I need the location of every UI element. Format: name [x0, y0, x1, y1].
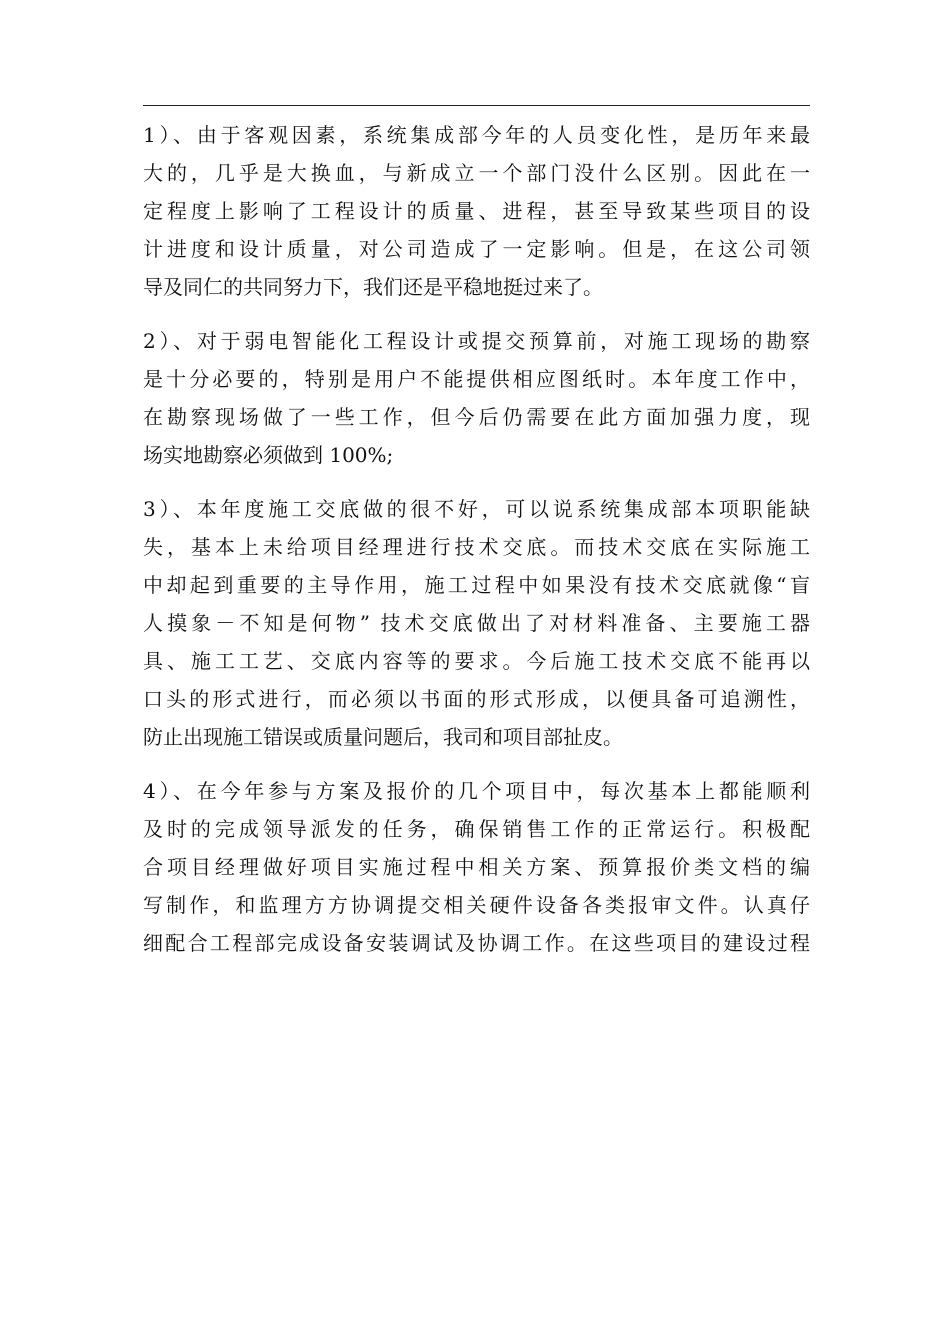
text-line: 写制作，和监理方方协调提交相关硬件设备各类报审文件。认真仔: [143, 893, 810, 917]
paragraph-4: [143, 772, 810, 962]
header-rule: [143, 105, 810, 106]
text-line: 失，基本上未给项目经理进行技术交底。而技术交底在实际施工: [143, 535, 810, 559]
paragraph-3: [143, 490, 810, 756]
text-line: 细配合工程部完成设备安装调试及协调工作。在这些项目的建设过程: [143, 931, 810, 955]
text-line: 2）、对于弱电智能化工程设计或提交预算前，对施工现场的勘察: [143, 329, 810, 353]
text-line: 3）、本年度施工交底做的很不好，可以说系统集成部本项职能缺: [143, 497, 810, 521]
text-line: 计进度和设计质量，对公司造成了一定影响。但是，在这公司领: [143, 237, 810, 261]
text-line: 人摸象－不知是何物” 技术交底做出了对材料准备、主要施工器: [143, 611, 810, 635]
document-body: [143, 116, 810, 978]
text-line: 1）、由于客观因素，系统集成部今年的人员变化性，是历年来最: [143, 123, 810, 147]
text-line: 场实地勘察必须做到 100%;: [143, 443, 394, 467]
text-line: 及时的完成领导派发的任务，确保销售工作的正常运行。积极配: [143, 817, 810, 841]
text-line: 合项目经理做好项目实施过程中相关方案、预算报价类文档的编: [143, 855, 810, 879]
text-line: 导及同仁的共同努力下，我们还是平稳地挺过来了。: [143, 275, 603, 299]
paragraph-2: [143, 322, 810, 474]
text-line: 口头的形式进行，而必须以书面的形式形成，以便具备可追溯性，: [143, 687, 810, 711]
text-line: 中却起到重要的主导作用，施工过程中如果没有技术交底就像“盲: [143, 573, 810, 597]
text-line: 具、施工工艺、交底内容等的要求。今后施工技术交底不能再以: [143, 649, 810, 673]
paragraph-1: [143, 116, 810, 306]
text-line: 是十分必要的，特别是用户不能提供相应图纸时。本年度工作中，: [143, 367, 810, 391]
text-line: 在勘察现场做了一些工作，但今后仍需要在此方面加强力度，现: [143, 405, 810, 429]
text-line: 4）、在今年参与方案及报价的几个项目中，每次基本上都能顺利: [143, 779, 810, 803]
text-line: 定程度上影响了工程设计的质量、进程，甚至导致某些项目的设: [143, 199, 810, 223]
text-line: 防止出现施工错误或质量问题后，我司和项目部扯皮。: [143, 725, 623, 749]
text-line: 大的，几乎是大换血，与新成立一个部门没什么区别。因此在一: [143, 161, 810, 185]
